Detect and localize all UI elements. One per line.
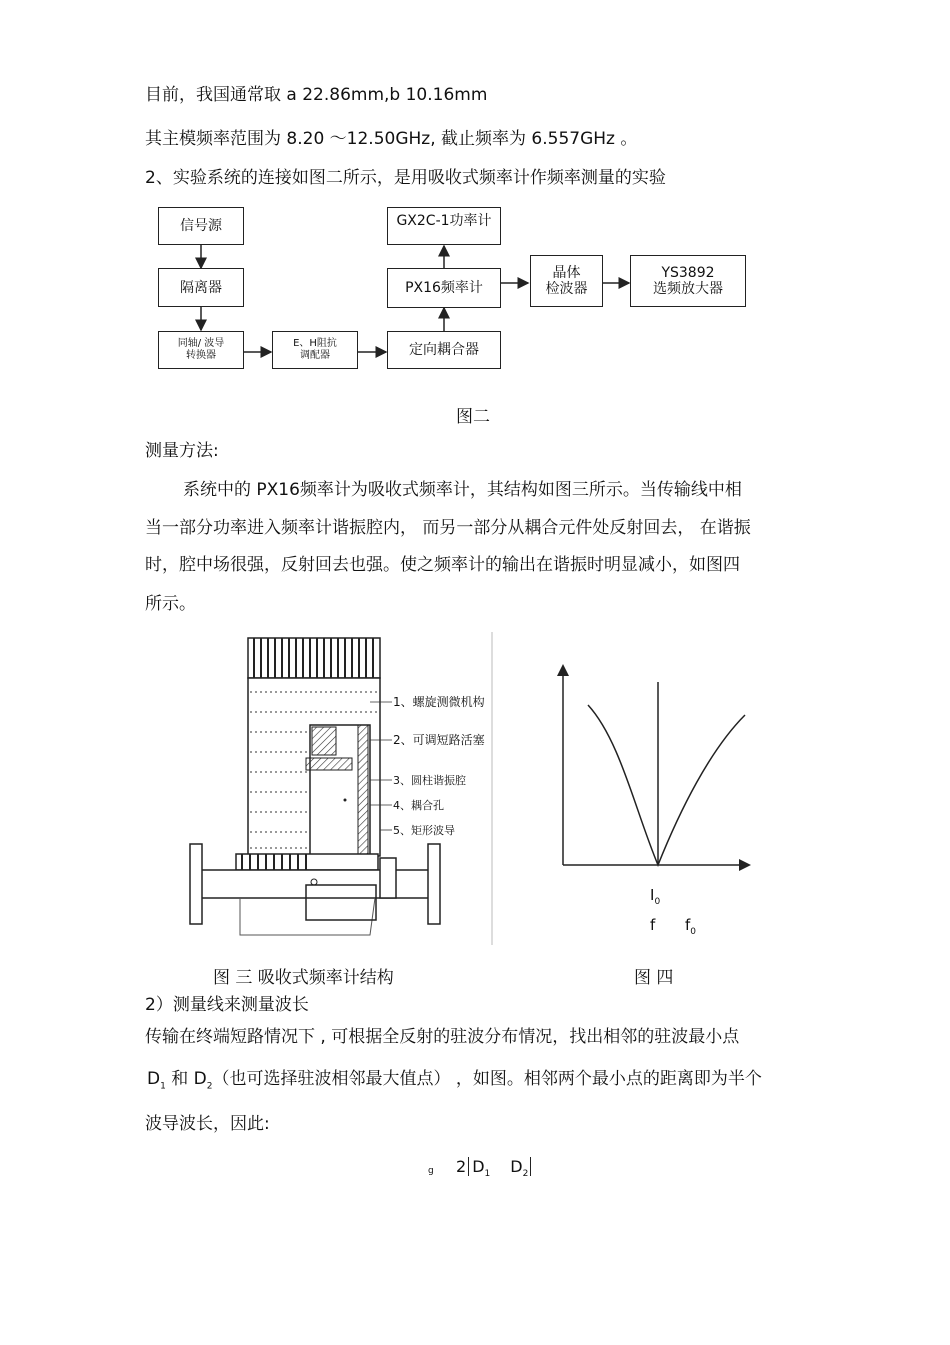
formula [456,1157,531,1179]
section-2-line-2-rest: （也可选择驻波相邻最大值点） ，如图。相邻两个最小点的距离即为半个 [212,1069,762,1089]
section-2-line-3: 波导波长，因此: [145,1114,270,1134]
block-freq-meter [387,268,501,308]
text-line-frequency-range: 其主模频率范围为 8.20 ～12.50GHz, 截止频率为 6.557GHz 。 [145,129,638,149]
d1-subscript: 1 [160,1081,166,1092]
plunger-top [312,727,336,755]
text-line-params: 目前，我国通常取 a 22.86mm,b 10.16mm [145,85,488,105]
formula-d1-sub: 1 [484,1169,491,1180]
method-line-1: 系统中的 PX16频率计为吸收式频率计，其结构如图三所示。当传输线中相 [183,480,742,500]
fig4-curve [588,705,745,865]
block-signal-source [158,207,244,245]
block-crystal-detector [530,255,603,307]
method-line-3: 时，腔中场很强，反射回去也强。使之频率计的输出在谐振时明显减小，如图四 [145,555,740,575]
figure-3-structure [180,630,500,950]
fig3-label-1: 1、螺旋测微机构 [393,695,485,709]
section-2-line-2 [147,1068,762,1097]
method-line-2: 当一部分功率进入频率计谐振腔内， 而另一部分从耦合元件处反射回去， 在谐振 [145,518,751,538]
fig4-i0-label: $I_0$ [650,886,661,907]
fig3-label-2: 2、可调短路活塞 [393,733,485,747]
waveguide-flange-right [428,844,440,924]
cavity-wall [358,725,368,855]
d2-subscript: 2 [206,1081,213,1092]
block-coax-converter [158,331,244,369]
block-signal-source-label: 信号源 [180,218,222,234]
block-crystal-detector-label-1: 晶体 [552,265,581,281]
formula-g-subscript: g [428,1166,434,1176]
section-2-line-1: 传输在终端短路情况下 , 可根据全反射的驻波分布情况，找出相邻的驻波最小点 [145,1027,740,1047]
formula-coefficient: 2 [456,1157,467,1176]
figure-4-caption: 图 四 [634,968,674,988]
short-plunger [306,758,352,770]
fig3-label-5: 5、矩形波导 [393,824,455,837]
block-coax-converter-label-1: 同轴/ 波导 [177,338,225,349]
block-selective-amplifier-label-2: 选频放大器 [653,281,723,297]
block-eh-tuner-label-2: 调配器 [300,350,330,361]
d1-symbol: D [147,1069,161,1089]
figure-4-response-curve [540,660,760,940]
formula-d2: D [510,1157,523,1176]
block-power-meter-label: GX2C-1功率计 [396,213,492,229]
block-eh-tuner [272,331,358,369]
block-selective-amplifier-label-1: YS3892 [661,265,715,281]
block-power-meter [387,207,501,245]
section-2-heading: 2）测量线来测量波长 [145,995,309,1015]
block-selective-amplifier [630,255,746,307]
block-isolator [158,268,244,307]
block-crystal-detector-label-2: 检波器 [545,281,588,297]
block-directional-coupler [387,331,501,369]
d2-symbol: D [193,1069,207,1089]
formula-d2-sub: 2 [522,1169,529,1180]
figure-2-caption: 图二 [456,407,490,427]
block-coax-converter-label-2: 转换器 [186,350,216,361]
block-isolator-label: 隔离器 [180,279,222,296]
block-freq-meter-label: PX16频率计 [405,280,483,296]
formula-d1: D [472,1157,485,1176]
block-eh-tuner-label-1: E、H阻抗 [293,338,337,349]
and-text: 和 [165,1069,194,1089]
block-directional-coupler-label: 定向耦合器 [409,342,479,358]
fig4-f-label: f [650,916,656,934]
fig3-label-3: 3、圆柱谐振腔 [393,774,466,787]
figure-3-caption: 图 三 吸收式频率计结构 [213,968,394,988]
fig4-f0-label: $f_0$ [685,916,697,937]
waveguide-flange-left [190,844,202,924]
method-line-4: 所示。 [145,594,196,614]
method-heading: 测量方法: [145,441,219,461]
text-line-system-intro: 2、实验系统的连接如图二所示，是用吸收式频率计作频率测量的实验 [145,168,666,188]
fig3-label-4: 4、耦合孔 [393,799,444,812]
